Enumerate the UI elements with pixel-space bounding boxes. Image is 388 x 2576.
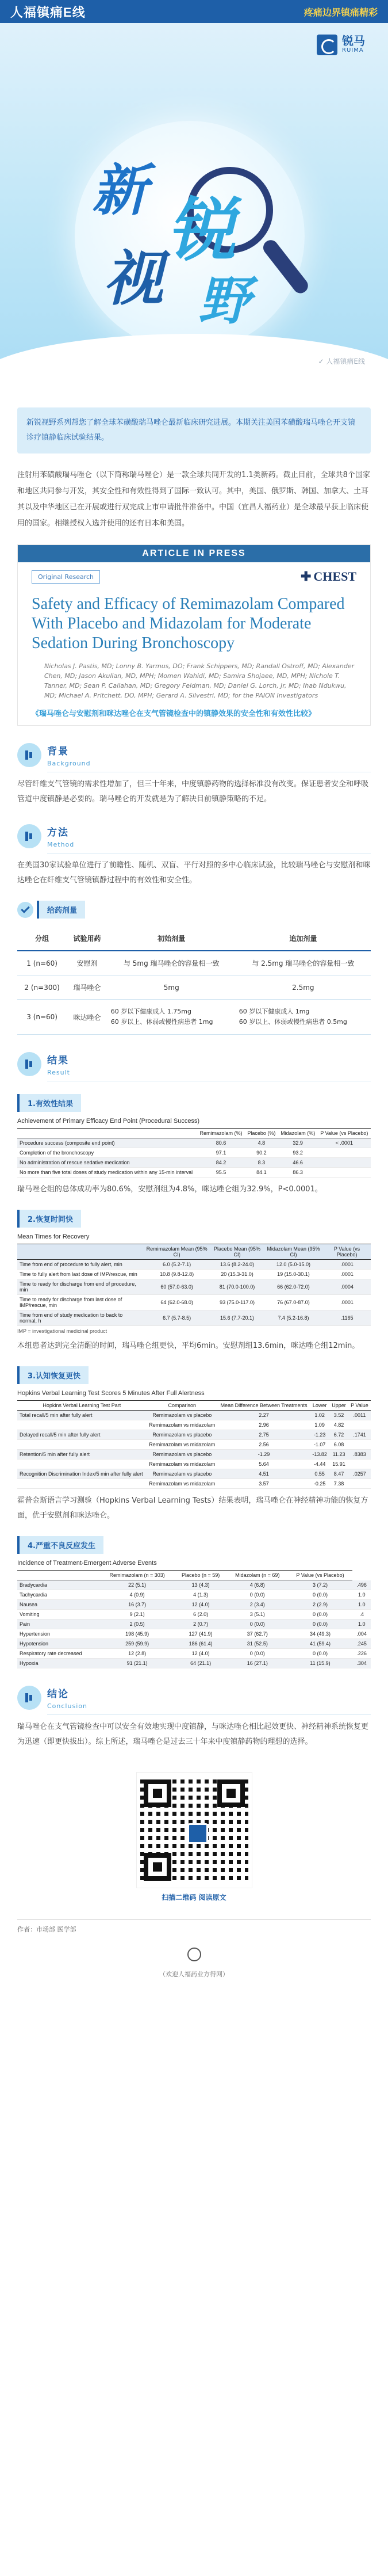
- table-cell: Time to fully alert from last dose of IMP/rescue, min: [17, 1270, 143, 1279]
- table-cell: < .0001: [318, 1138, 371, 1148]
- table-cell: .245: [352, 1639, 371, 1649]
- table-row: [17, 1600, 371, 1610]
- table-cell: 31 (52.5): [227, 1639, 288, 1649]
- table-cell: -4.44: [310, 1460, 329, 1469]
- table-header-cell: Placebo Mean (95% CI): [210, 1244, 263, 1260]
- footer: [17, 1925, 371, 1934]
- figure-caption: Achievement of Primary Efficacy End Point (Procedural Success): [17, 1118, 200, 1125]
- table-cell: [17, 1460, 147, 1469]
- table-cell: 6.72: [329, 1430, 348, 1440]
- table-cell: 4.51: [218, 1469, 310, 1479]
- section-bar-icon: [17, 743, 41, 767]
- table-cell: 16 (27.1): [227, 1659, 288, 1668]
- table-cell: 46.6: [278, 1158, 318, 1168]
- table-cell: Pain: [17, 1619, 100, 1629]
- table-cell: Respiratory rate decreased: [17, 1649, 100, 1659]
- table-cell: [318, 1158, 371, 1168]
- table-cell: .304: [352, 1659, 371, 1668]
- table-cell: 12.0 (5.0-15.0): [264, 1260, 323, 1270]
- table-cell: 84.2: [197, 1158, 245, 1168]
- table-cell: -0.25: [310, 1479, 329, 1489]
- table-header-cell: Comparison: [147, 1401, 218, 1411]
- section-conclusion: [17, 1686, 371, 1710]
- table-cell: Remimazolam vs placebo: [147, 1450, 218, 1460]
- table-cell: 0.55: [310, 1469, 329, 1479]
- table-row: [17, 1450, 371, 1460]
- section-method: [17, 824, 371, 848]
- table-row: [17, 975, 371, 1000]
- article-title: Safety and Efficacy of Remimazolam Compared With Placebo and Midazolam for Moderate Sedation During Bronchoscopy: [32, 595, 345, 652]
- table-row: [17, 1629, 371, 1639]
- table-cell: 7.4 (5.2-16.8): [264, 1310, 323, 1326]
- table-row: [17, 1168, 371, 1178]
- cell-group: 3 (n=60): [17, 1000, 67, 1035]
- section-title: 结果: [47, 1055, 69, 1066]
- cell-extra: 2.5mg: [236, 975, 371, 1000]
- table-cell: Bradycardia: [17, 1580, 100, 1590]
- table-cell: 66 (62.0-72.0): [264, 1279, 323, 1295]
- table-cell: 4.82: [329, 1420, 348, 1430]
- intro-paragraph: 注射用苯磺酸瑞马唑仑（以下简称瑞马唑仑）是一款全球共同开发的1.1类新药。截止目前，全球共8个国家和地区共同参与开发，其安全性和有效性得到了国际一致认可。其中，美国、俄罗斯、韩国、加拿大、土耳其以及中华地区已在开展或进行双完成上市申请批件准备中。中国（宜昌人福药业）是全球最早获上临床使用的国家。相继授权入选并使用的还有日本和美国。: [17, 471, 370, 528]
- table-cell: [17, 1420, 147, 1430]
- recovery-table: [17, 1244, 371, 1326]
- table-header-cell: Placebo (%): [245, 1129, 278, 1138]
- table-cell: 93.2: [278, 1148, 318, 1158]
- table-cell: 13 (4.3): [174, 1580, 227, 1590]
- table-row: [17, 1270, 371, 1279]
- table-cell: [318, 1148, 371, 1158]
- watermark: ✓ 人福镇痛E线: [318, 356, 365, 366]
- table-cell: .0011: [348, 1411, 371, 1420]
- figure-recovery: [17, 1233, 371, 1334]
- cell-drug: 咪达唑仑: [67, 1000, 107, 1035]
- table-cell: 86.3: [278, 1168, 318, 1178]
- table-cell: [348, 1460, 371, 1469]
- table-row: [17, 1138, 371, 1148]
- footer-label: （欢迎人福药业方得网）: [159, 1971, 229, 1978]
- table-cell: [348, 1440, 371, 1450]
- table-cell: 34 (49.3): [288, 1629, 353, 1639]
- logo-en: RUIMA: [342, 47, 364, 54]
- person-icon: [187, 1948, 201, 1961]
- table-header-cell: Placebo (n = 59): [174, 1571, 227, 1580]
- result-tag-2: 2.恢复时间快: [17, 1210, 81, 1228]
- table-cell: 11.23: [329, 1450, 348, 1460]
- table-cell: 0 (0.0): [227, 1590, 288, 1600]
- hero-word-2: 锐: [167, 190, 236, 271]
- table-cell: Hypertension: [17, 1629, 100, 1639]
- figure-adverse-events: [17, 1560, 371, 1668]
- table-cell: 15.91: [329, 1460, 348, 1469]
- figure-caption: Mean Times for Recovery: [17, 1233, 90, 1240]
- table-cell: 3.52: [329, 1411, 348, 1420]
- table-cell: 32.9: [278, 1138, 318, 1148]
- table-row: [17, 1000, 371, 1035]
- table-cell: Remimazolam vs placebo: [147, 1411, 218, 1420]
- table-cell: .496: [352, 1580, 371, 1590]
- section-title: 背景: [47, 746, 69, 757]
- table-cell: 10.8 (9.8-12.8): [143, 1270, 210, 1279]
- journal-name: CHEST: [313, 569, 356, 584]
- figure-caption: Incidence of Treatment-Emergent Adverse Events: [17, 1560, 157, 1567]
- table-row: [17, 1619, 371, 1629]
- table-cell: Tachycardia: [17, 1590, 100, 1600]
- conclusion-text: 瑞马唑仑在支气管镜检查中可以安全有效地实现中度镇静，与咪达唑仑相比起效更快、神经精神系统恢复更为迅速（即更快拔出）。综上所述，瑞马唑仑是过去三十年来中度镇静药物的理想的选择。: [17, 1723, 369, 1746]
- result-text-2: 本组患者达到完全清醒的时间，瑞马唑仑组更快，平均6min。安慰剂组13.6min，咪达唑仑组12min。: [17, 1342, 360, 1350]
- section-subtitle: Conclusion: [47, 1702, 87, 1710]
- brand-slogan: 疼痛边界镇痛精彩: [304, 7, 378, 18]
- table-row: [17, 1649, 371, 1659]
- table-cell: .1165: [323, 1310, 371, 1326]
- table-cell: 6.08: [329, 1440, 348, 1450]
- table-cell: .8383: [348, 1450, 371, 1460]
- hvlt-table: [17, 1400, 371, 1489]
- table-row: [17, 1158, 371, 1168]
- table-row: [17, 1279, 371, 1295]
- cell-initial: 60 岁以下健康成人 1.75mg 60 岁以上、体弱或慢性病患者 1mg: [107, 1000, 236, 1035]
- table-row: [17, 1440, 371, 1450]
- table-cell: 91 (21.1): [100, 1659, 174, 1668]
- grouping-header: 分组: [17, 927, 67, 951]
- table-cell: [318, 1168, 371, 1178]
- section-title: 结论: [47, 1689, 69, 1700]
- table-cell: 2.56: [218, 1440, 310, 1450]
- table-cell: 12 (4.0): [174, 1600, 227, 1610]
- result-tag-1: 1.有效性结果: [17, 1094, 81, 1112]
- table-cell: 76 (67.0-87.0): [264, 1295, 323, 1310]
- table-header-cell: P Value (vs Placebo): [318, 1129, 371, 1138]
- section-bar-icon: [17, 1686, 41, 1710]
- cell-extra: 与 2.5mg 瑞马唑仑的容量相一致: [236, 951, 371, 975]
- table-cell: 20 (15.3-31.0): [210, 1270, 263, 1279]
- table-cell: 0 (0.0): [288, 1610, 353, 1619]
- table-cell: 2.75: [218, 1430, 310, 1440]
- background-text: 尽管纤维支气管镜的需求性增加了，但三十年来，中度镇静药物的选择标准没有改变。保证患者安全和呼吸管道中度镇静是必要的。瑞马唑仑的开发就是为了解决目前镇静策略的不足。: [17, 780, 369, 803]
- result-tag-4: 4.严重不良反应发生: [17, 1536, 103, 1554]
- grouping-header: 追加剂量: [236, 927, 371, 951]
- table-cell: 1.0: [352, 1600, 371, 1610]
- table-cell: [17, 1440, 147, 1450]
- table-cell: 127 (41.9): [174, 1629, 227, 1639]
- table-cell: Remimazolam vs midazolam: [147, 1420, 218, 1430]
- section-bar-icon: [17, 1052, 41, 1076]
- table-cell: 90.2: [245, 1148, 278, 1158]
- table-cell: 198 (45.9): [100, 1629, 174, 1639]
- table-row: [17, 1639, 371, 1649]
- table-cell: .0257: [348, 1469, 371, 1479]
- table-cell: -1.23: [310, 1430, 329, 1440]
- table-cell: Vomiting: [17, 1610, 100, 1619]
- table-header-cell: Remimazolam (%): [197, 1129, 245, 1138]
- table-cell: Recognition Discrimination Index/5 min after fully alert: [17, 1469, 147, 1479]
- table-cell: 2 (3.4): [227, 1600, 288, 1610]
- table-cell: 12 (2.8): [100, 1649, 174, 1659]
- table-cell: [17, 1479, 147, 1489]
- table-row: [17, 1148, 371, 1158]
- hero-banner: [0, 23, 388, 391]
- logo-cn: 锐马: [342, 35, 365, 48]
- figure-caption: Hopkins Verbal Learning Test Scores 5 Minutes After Full Alertness: [17, 1390, 205, 1397]
- in-press-banner: ARTICLE IN PRESS: [18, 545, 370, 562]
- table-header-cell: Remimazolam (n = 303): [100, 1571, 174, 1580]
- ruima-logo: [317, 35, 365, 55]
- table-row: [17, 1659, 371, 1668]
- table-row: [17, 1411, 371, 1420]
- footer-author: 作者：市场部 医学部: [17, 1926, 76, 1933]
- table-cell: -13.82: [310, 1450, 329, 1460]
- section-subtitle: Result: [47, 1069, 70, 1076]
- table-cell: Remimazolam vs placebo: [147, 1430, 218, 1440]
- section-bar-icon: [17, 824, 41, 848]
- table-cell: 93 (75.0-117.0): [210, 1295, 263, 1310]
- hero-word-3: 视: [103, 243, 164, 314]
- qr-caption: 扫描二维码 阅读原文: [162, 1893, 226, 1901]
- table-cell: 0 (0.0): [288, 1590, 353, 1600]
- figure-hvlt: [17, 1390, 371, 1489]
- table-header-cell: Upper: [329, 1401, 348, 1411]
- table-cell: 3 (5.1): [227, 1610, 288, 1619]
- table-cell: Time to ready for discharge from end of procedure, min: [17, 1279, 143, 1295]
- table-cell: 60 (57.0-63.0): [143, 1279, 210, 1295]
- table-cell: Time from end of procedure to fully alert, min: [17, 1260, 143, 1270]
- table-cell: [348, 1479, 371, 1489]
- figure-note: IMP = investigational medicinal product: [17, 1328, 107, 1334]
- table-header-cell: Hopkins Verbal Learning Test Part: [17, 1401, 147, 1411]
- table-cell: Retention/5 min after fully alert: [17, 1450, 147, 1460]
- table-cell: [348, 1420, 371, 1430]
- table-cell: 7.38: [329, 1479, 348, 1489]
- table-row: [17, 1310, 371, 1326]
- table-header-cell: [17, 1571, 100, 1580]
- table-header-cell: [17, 1244, 143, 1260]
- section-title: 方法: [47, 827, 69, 839]
- cell-extra: 60 岁以下健康成人 1mg 60 岁以上、体弱或慢性病患者 0.5mg: [236, 1000, 371, 1035]
- table-cell: 4 (1.3): [174, 1590, 227, 1600]
- table-cell: 6.7 (5.7-8.5): [143, 1310, 210, 1326]
- cell-drug: 瑞马唑仑: [67, 975, 107, 1000]
- table-cell: Hypotension: [17, 1639, 100, 1649]
- table-cell: 4.8: [245, 1138, 278, 1148]
- table-cell: 1.0: [352, 1590, 371, 1600]
- table-cell: .1741: [348, 1430, 371, 1440]
- original-research-label: Original Research: [32, 570, 100, 584]
- table-row: [17, 1610, 371, 1619]
- table-cell: 2.96: [218, 1420, 310, 1430]
- hero-word-1: 新: [92, 158, 147, 223]
- table-cell: 0 (0.0): [227, 1619, 288, 1629]
- article-authors: Nicholas J. Pastis, MD; Lonny B. Yarmus, DO; Frank Schippers, MD; Randall Ostroff, MD; Alexander Chen, MD; Jason Akulian, MD, MPH; Momen Wahidi, MD; Samira Shojaee, MD, MPH; Nichole T. Tanner, MD; Sean P. Callahan, MD; Gregory Feldman, MD; Daniel G. Lorch, Jr, MD; Ihab Ndukwu, MD; Michael A. Pritchett, DO, MPH; Gerard A. Silvestri, MD; for the PAION Investigators: [44, 662, 355, 699]
- cell-initial: 与 5mg 瑞马唑仑的容量相一致: [107, 951, 236, 975]
- footer-end: [0, 1948, 388, 1979]
- table-cell: 2.27: [218, 1411, 310, 1420]
- grouping-header: 试验用药: [67, 927, 107, 951]
- table-cell: Delayed recall/5 min after fully alert: [17, 1430, 147, 1440]
- method-text: 在美国30家试验单位进行了前瞻性、随机、双盲、平行对照的多中心临床试验，比较瑞马唑仑与安慰剂和咪达唑仑在纤维支气管镜镇静过程中的有效性和安全性。: [17, 861, 371, 885]
- cell-initial: 5mg: [107, 975, 236, 1000]
- table-cell: 22 (5.1): [100, 1580, 174, 1590]
- article-cn-title: 《瑞马唑仑与安慰剂和咪达唑仑在支气管镜检查中的镇静效果的安全性和有效性比较》: [32, 710, 316, 718]
- table-cell: 8.3: [245, 1158, 278, 1168]
- check-icon: [17, 902, 33, 918]
- table-cell: -1.07: [310, 1440, 329, 1450]
- table-cell: Time to ready for discharge from last dose of IMP/rescue, min: [17, 1295, 143, 1310]
- table-header-cell: Mean Difference Between Treatments: [218, 1401, 310, 1411]
- section-background: [17, 743, 371, 767]
- table-cell: No administration of rescue sedative medication: [17, 1158, 197, 1168]
- divider: [17, 1919, 371, 1920]
- grouping-tag: 给药剂量: [37, 901, 85, 919]
- table-cell: 1.0: [352, 1619, 371, 1629]
- table-cell: 9 (2.1): [100, 1610, 174, 1619]
- top-bar: [0, 0, 388, 23]
- table-header-cell: P Value (vs Placebo): [288, 1571, 353, 1580]
- table-cell: 81 (70.0-100.0): [210, 1279, 263, 1295]
- table-cell: .0001: [323, 1270, 371, 1279]
- table-cell: 1.02: [310, 1411, 329, 1420]
- table-cell: 19 (15.0-30.1): [264, 1270, 323, 1279]
- table-header-cell: Remimazolam Mean (95% CI): [143, 1244, 210, 1260]
- efficacy-table: [17, 1128, 371, 1178]
- table-cell: 5.64: [218, 1460, 310, 1469]
- grouping-table: [17, 927, 371, 1035]
- table-cell: Remimazolam vs placebo: [147, 1469, 218, 1479]
- table-cell: 97.1: [197, 1148, 245, 1158]
- table-row: [17, 951, 371, 975]
- table-cell: 0 (0.0): [288, 1619, 353, 1629]
- table-cell: .0004: [323, 1279, 371, 1295]
- table-header-cell: Midazolam Mean (95% CI): [264, 1244, 323, 1260]
- grouping-header: 初始剂量: [107, 927, 236, 951]
- table-cell: .4: [352, 1610, 371, 1619]
- table-cell: 6 (2.0): [174, 1610, 227, 1619]
- table-cell: 2 (2.9): [288, 1600, 353, 1610]
- table-cell: .0001: [323, 1295, 371, 1310]
- table-cell: .004: [352, 1629, 371, 1639]
- table-cell: -1.29: [218, 1450, 310, 1460]
- table-header-cell: Midazolam (n = 69): [227, 1571, 288, 1580]
- figure-efficacy: [17, 1118, 371, 1178]
- table-cell: Time from end of study medication to back to normal, h: [17, 1310, 143, 1326]
- cell-drug: 安慰剂: [67, 951, 107, 975]
- table-header-cell: [17, 1129, 197, 1138]
- brand-title: 人福镇痛E线: [10, 5, 86, 20]
- table-cell: 64 (21.1): [174, 1659, 227, 1668]
- cell-group: 2 (n=300): [17, 975, 67, 1000]
- table-header-cell: Midazolam (%): [278, 1129, 318, 1138]
- table-cell: 3.57: [218, 1479, 310, 1489]
- table-cell: 80.6: [197, 1138, 245, 1148]
- table-cell: 13.6 (8.2-24.0): [210, 1260, 263, 1270]
- table-cell: .0001: [323, 1260, 371, 1270]
- qr-logo-icon: [187, 1823, 208, 1844]
- table-row: [17, 1580, 371, 1590]
- result-tag-3: 3.认知恢复更快: [17, 1366, 89, 1384]
- chest-logo-icon: ✚: [300, 569, 312, 584]
- table-cell: 84.1: [245, 1168, 278, 1178]
- table-row: [17, 1460, 371, 1469]
- table-cell: No more than five total doses of study medication within any 15-min interval: [17, 1168, 197, 1178]
- table-cell: Remimazolam vs midazolam: [147, 1479, 218, 1489]
- article-card: [17, 544, 371, 726]
- table-row: [17, 1590, 371, 1600]
- table-cell: Nausea: [17, 1600, 100, 1610]
- table-row: [17, 1479, 371, 1489]
- cell-group: 1 (n=60): [17, 951, 67, 975]
- table-cell: 4 (0.9): [100, 1590, 174, 1600]
- section-result: [17, 1052, 371, 1076]
- table-cell: .226: [352, 1649, 371, 1659]
- table-cell: 4 (6.8): [227, 1580, 288, 1590]
- table-cell: 2 (0.7): [174, 1619, 227, 1629]
- logo-mark-icon: [317, 35, 337, 55]
- table-row: [17, 1420, 371, 1430]
- table-row: [17, 1469, 371, 1479]
- table-cell: Completion of the bronchoscopy: [17, 1148, 197, 1158]
- table-cell: 0 (0.0): [288, 1649, 353, 1659]
- table-cell: 0 (0.0): [227, 1649, 288, 1659]
- hero-word-4: 野: [198, 270, 250, 331]
- table-cell: 64 (62.0-68.0): [143, 1295, 210, 1310]
- table-cell: 259 (59.9): [100, 1639, 174, 1649]
- table-header-cell: P Value: [348, 1401, 371, 1411]
- divider: [47, 1714, 371, 1715]
- intro-box: 新锐视野系列帮您了解全球苯磺酸瑞马唑仑最新临床研究进展。本期关注美国苯磺酸瑞马唑仑开支镜诊疗镇静临床试验结果。: [17, 407, 371, 454]
- journal-logo: [301, 569, 356, 584]
- table-cell: Total recall/5 min after fully alert: [17, 1411, 147, 1420]
- table-cell: Hypoxia: [17, 1659, 100, 1668]
- table-cell: 11 (15.9): [288, 1659, 353, 1668]
- table-cell: 2 (0.5): [100, 1619, 174, 1629]
- table-cell: 1.09: [310, 1420, 329, 1430]
- table-header-cell: Lower: [310, 1401, 329, 1411]
- section-subtitle: Method: [47, 841, 75, 848]
- table-header-cell: P Value (vs Placebo): [323, 1244, 371, 1260]
- table-cell: 12 (4.0): [174, 1649, 227, 1659]
- table-cell: 41 (59.4): [288, 1639, 353, 1649]
- table-cell: 186 (61.4): [174, 1639, 227, 1649]
- table-cell: 6.0 (5.2-7.1): [143, 1260, 210, 1270]
- table-cell: 8.47: [329, 1469, 348, 1479]
- adverse-events-table: [17, 1570, 371, 1668]
- table-cell: 3 (7.2): [288, 1580, 353, 1590]
- qr-code[interactable]: [137, 1773, 252, 1888]
- table-cell: 95.5: [197, 1168, 245, 1178]
- result-text-1: 瑞马唑仑组的总体成功率为80.6%，安慰剂组为4.8%，咪达唑仑组为32.9%，P<0.0001。: [17, 1185, 322, 1194]
- table-cell: 37 (62.7): [227, 1629, 288, 1639]
- table-cell: Procedure success (composite end point): [17, 1138, 197, 1148]
- section-subtitle: Background: [47, 760, 91, 767]
- table-row: [17, 1295, 371, 1310]
- result-text-3: 霍普金斯语言学习测验（Hopkins Verbal Learning Tests）结果表明，瑞马唑仑在神经精神功能的恢复方面，优于安慰剂和咪达唑仑。: [17, 1496, 368, 1520]
- table-row: [17, 1430, 371, 1440]
- table-cell: 15.6 (7.7-20.1): [210, 1310, 263, 1326]
- table-cell: 16 (3.7): [100, 1600, 174, 1610]
- table-cell: Remimazolam vs midazolam: [147, 1460, 218, 1469]
- table-cell: Remimazolam vs midazolam: [147, 1440, 218, 1450]
- table-row: [17, 1260, 371, 1270]
- qr-block: [120, 1773, 269, 1902]
